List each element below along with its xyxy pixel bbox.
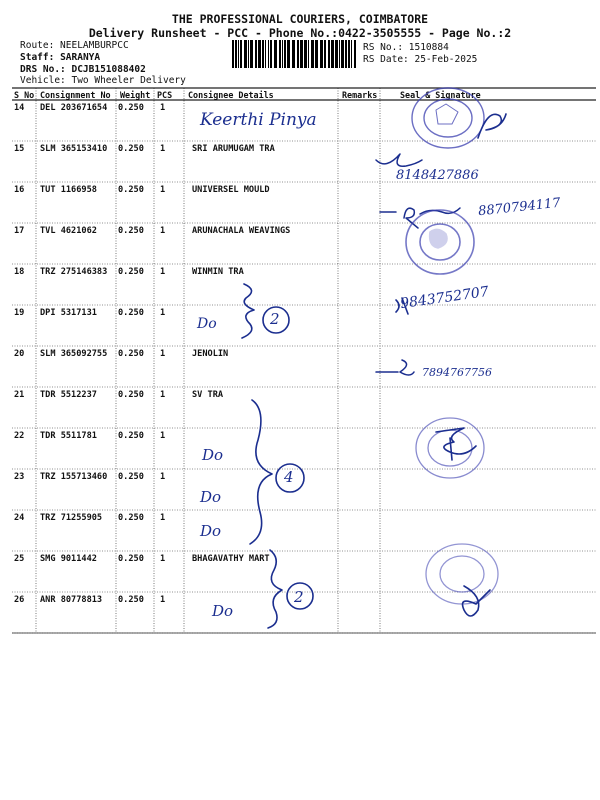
col-header-sno: S No	[14, 90, 35, 100]
cell-consignment: TVL 4621062	[40, 226, 97, 236]
cell-pcs: 1	[160, 349, 166, 359]
cell-consignee: WINMIN TRA	[192, 267, 244, 277]
cell-pcs: 1	[160, 431, 166, 441]
cell-sno: 16	[14, 185, 25, 195]
cell-sno: 18	[14, 267, 25, 277]
cell-weight: 0.250	[118, 595, 144, 605]
col-header-remarks: Remarks	[342, 90, 378, 100]
cell-sno: 23	[14, 472, 25, 482]
vehicle-text: Vehicle: Two Wheeler Delivery	[20, 75, 186, 86]
handwritten-note-22: Do	[202, 446, 224, 464]
cell-consignment: SLM 365153410	[40, 144, 108, 154]
handwritten-circle-26: 2	[294, 588, 304, 606]
cell-consignee: SV TRA	[192, 390, 224, 400]
handwritten-circle-23: 4	[284, 468, 294, 486]
cell-sno: 21	[14, 390, 25, 400]
cell-sno: 20	[14, 349, 25, 359]
cell-pcs: 1	[160, 103, 166, 113]
cell-weight: 0.250	[118, 226, 144, 236]
cell-pcs: 1	[160, 472, 166, 482]
cell-sno: 24	[14, 513, 25, 523]
handwritten-receiver-name: Keerthi Pinya	[200, 110, 317, 130]
cell-consignee: SRI ARUMUGAM TRA	[192, 144, 275, 154]
cell-sno: 15	[14, 144, 25, 154]
cell-weight: 0.250	[118, 103, 144, 113]
col-header-seal-signature: Seal & Signature	[400, 90, 481, 100]
cell-sno: 19	[14, 308, 25, 318]
cell-consignment: DEL 203671654	[40, 103, 108, 113]
route-text: Route: NEELAMBURPCC	[20, 40, 129, 51]
cell-pcs: 1	[160, 308, 166, 318]
handwritten-phone-16: 8870794117	[477, 195, 562, 220]
col-header-weight: Weight	[120, 90, 151, 100]
cell-sno: 17	[14, 226, 25, 236]
cell-consignment: SMG 9011442	[40, 554, 97, 564]
handwritten-note-23: Do	[200, 488, 222, 506]
cell-pcs: 1	[160, 513, 166, 523]
cell-weight: 0.250	[118, 185, 144, 195]
cell-sno: 14	[14, 103, 25, 113]
cell-consignee: JENOLIN	[192, 349, 229, 359]
cell-weight: 0.250	[118, 431, 144, 441]
cell-sno: 26	[14, 595, 25, 605]
handwritten-circle-19: 2	[270, 310, 280, 328]
cell-consignee: ARUNACHALA WEAVINGS	[192, 226, 291, 236]
cell-weight: 0.250	[118, 144, 144, 154]
cell-consignment: TRZ 71255905	[40, 513, 103, 523]
rs-date: RS Date: 25-Feb-2025	[363, 54, 478, 65]
col-header-consignee: Consignee Details	[188, 90, 274, 100]
cell-pcs: 1	[160, 554, 166, 564]
handwritten-phone-15: 8148427886	[396, 168, 479, 183]
cell-consignee: UNIVERSEL MOULD	[192, 185, 270, 195]
handwritten-note-26: Do	[212, 602, 234, 620]
company-title: THE PROFESSIONAL COURIERS, COIMBATORE	[171, 12, 429, 26]
cell-weight: 0.250	[118, 472, 144, 482]
cell-pcs: 1	[160, 390, 166, 400]
cell-pcs: 1	[160, 185, 166, 195]
cell-consignment: TDR 5511781	[40, 431, 97, 441]
cell-consignee: BHAGAVATHY MART	[192, 554, 270, 564]
cell-sno: 22	[14, 431, 25, 441]
staff-name: SARANYA	[60, 52, 101, 63]
handwritten-note-24: Do	[200, 522, 222, 540]
runsheet-subtitle: Delivery Runsheet - PCC - Phone No.:0422-3505555 - Page No.:2	[88, 26, 512, 40]
rs-number: RS No.: 1510884	[363, 42, 449, 53]
cell-pcs: 1	[160, 595, 166, 605]
cell-pcs: 1	[160, 144, 166, 154]
cell-weight: 0.250	[118, 554, 144, 564]
col-header-pcs: PCS	[157, 90, 173, 100]
cell-weight: 0.250	[118, 308, 144, 318]
handwritten-note-19: Do	[197, 316, 217, 332]
cell-weight: 0.250	[118, 349, 144, 359]
cell-weight: 0.250	[118, 390, 144, 400]
col-header-consignment: Consignment No	[40, 90, 111, 100]
cell-pcs: 1	[160, 226, 166, 236]
handwritten-phone-19: 9843752707	[399, 283, 490, 313]
handwritten-phone-20: 7894767756	[422, 366, 492, 379]
staff-label: Staff:	[20, 52, 55, 63]
cell-pcs: 1	[160, 267, 166, 277]
cell-consignment: SLM 365092755	[40, 349, 108, 359]
cell-weight: 0.250	[118, 513, 144, 523]
cell-consignment: DPI 5317131	[40, 308, 97, 318]
cell-sno: 25	[14, 554, 25, 564]
cell-consignment: TRZ 155713460	[40, 472, 108, 482]
cell-consignment: TRZ 275146383	[40, 267, 108, 277]
cell-consignment: TDR 5512237	[40, 390, 97, 400]
cell-weight: 0.250	[118, 267, 144, 277]
cell-consignment: TUT 1166958	[40, 185, 97, 195]
drs-number: DRS No.: DCJB151088402	[20, 64, 146, 75]
cell-consignment: ANR 80778813	[40, 595, 103, 605]
